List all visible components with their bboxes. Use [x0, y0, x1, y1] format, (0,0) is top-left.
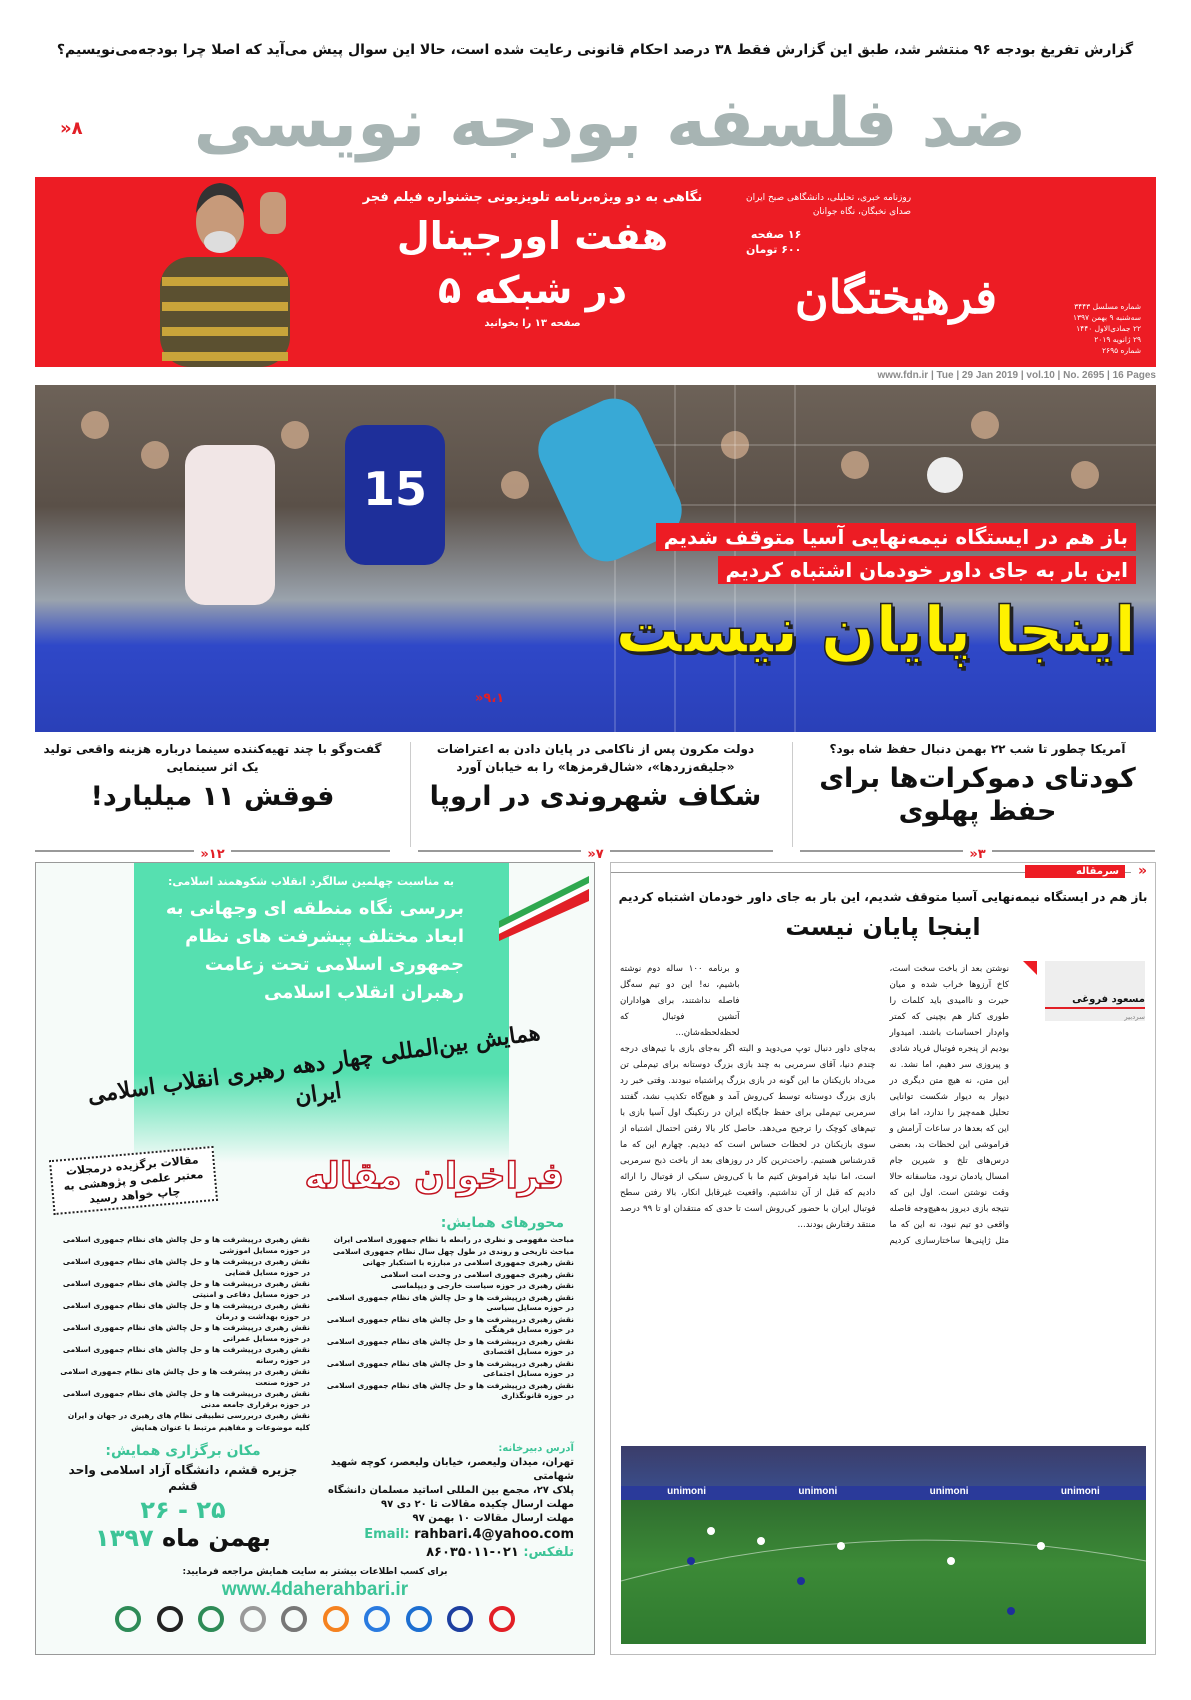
teaser-subtitle: گفت‌وگو با چند تهیه‌کننده سینما درباره هزینه واقعی تولید یک اثر سینمایی: [43, 742, 382, 774]
sponsor-logo-icon: [240, 1606, 266, 1632]
price: ۶۰۰ تومان: [746, 243, 802, 256]
logo-name: فرهیختگان: [794, 270, 998, 324]
axes-list: [56, 1235, 574, 1434]
ad-intro: به مناسبت چهلمین سالگرد انقلاب شکوهمند اسلامی:: [167, 875, 454, 888]
email-label: Email:: [364, 1527, 410, 1542]
desc-line: روزنامه خبری، تحلیلی، دانشگاهی صبح ایران: [746, 193, 912, 203]
axis-item: نقش رهبری درپیشرفت ها و حل چالش های نظام جمهوری اسلامی در حوزه مسایل عمرانی: [62, 1323, 310, 1343]
address-title: آدرس دبیرخانه:: [498, 1443, 574, 1454]
sponsor-logo-icon: [323, 1606, 349, 1632]
year: ۱۳۹۷: [95, 1524, 154, 1552]
top-kicker: گزارش تفریغ بودجه ۹۶ منتشر شد، طبق این گزارش فقط ۳۸ درصد احکام قانونی رعایت شده است، حالا این سوال پیش می‌آید که اصلا چرا بودجه‌می‌نویسیم؟: [56, 42, 1134, 58]
address-line: تهران، میدان ولیعصر، خیابان ولیعصر، کوچه شهید شهامتی: [330, 1457, 574, 1482]
author-role: سردبیر: [1124, 1013, 1145, 1021]
editorial: [610, 862, 1156, 1655]
sponsor-logo-icon: [447, 1606, 473, 1632]
axis-item: کلیه موضوعات و مفاهیم مرتبط با عنوان همایش: [131, 1422, 310, 1432]
sponsor-logo-icon: [489, 1606, 515, 1632]
axis-item: نقش رهبری درپیشرفت ها و حل چالش های نظام جمهوری اسلامی در حوزه رسانه: [62, 1345, 310, 1365]
teaser-2[interactable]: [418, 740, 773, 862]
meta-line: سه‌شنبه ۹ بهمن ۱۳۹۷: [1072, 313, 1141, 322]
axis-item: نقش رهبری جمهوری اسلامی در وحدت امت اسلامی: [380, 1269, 574, 1279]
meta-line: شماره مسلسل ۳۴۴۳: [1074, 302, 1141, 311]
masthead-banner: [35, 177, 1156, 367]
teaser-subtitle: دولت مکرون پس از ناکامی در پایان دادن به اعتراضات «جلیقه‌زردها»، «شال‌قرمزها» را به خیابان آورد: [436, 742, 755, 774]
main-headline[interactable]: ضد فلسفه بودجه نویسی: [193, 84, 1027, 163]
axis-item: نقش رهبری درپیشرفت ها و حل چالش های نظام جمهوری اسلامی در حوزه مسایل دفاعی و امنیتی: [62, 1279, 310, 1299]
deadline-paper: مهلت ارسال مقالات ۱۰ بهمن ۹۷: [412, 1513, 574, 1524]
sponsor-logos: [115, 1606, 515, 1632]
ad-theme: بررسی نگاه منطقه ای وجهانی به ابعاد مختلف پیشرفت های نظام جمهوری اسلامی تحت زعامت رهبران انقلاب اسلامی: [165, 898, 464, 1003]
divider: [792, 742, 793, 847]
tel-label: تلفکس:: [523, 1545, 574, 1560]
sponsor-logo-icon: [198, 1606, 224, 1632]
sponsor-logo-icon: [406, 1606, 432, 1632]
man-photo: [140, 177, 310, 367]
ad-lower: [56, 1442, 574, 1562]
paragraph: نوشتن بعد از باخت سخت است، کاخ آرزوها خراب شده و میان حیرت و ناامیدی باید کلمات را طوری کنار هم بچینی که کمتر وام‌دار احساسات باشند. امیدوار بودیم از پنجره فوتبال فریاد شادی و پیروزی سر دهیم، اما نشد. نه این متن، نه هیچ متن دیگری در دیوار به دیوار شکست توانایی تحلیل همه‌چیز را ندارد، اما برای این که بعدها در ساعات آرامش و فراموشی این لحظات بد، بعضی درس‌های تلخ و شیرین جام امسال یادمان نرود، متاسفانه حالا وقت نوشتن است. اول این که نتیجه بازی دیروز به‌هیچ‌وجه فاصله واقعی دو تیم نبود، نه این که ما مثل ژاپنی‌ها ساختارسازی کردیم و برنامه ۱۰۰ ساله دوم نوشته باشیم، نه! این دو تیم سه‌گل فاصله نداشتند، برای هواداران آتشین فوتبال که لحظه‌لحظه‌شان...: [620, 964, 1009, 1246]
desc-line: صدای نخبگان، نگاه جوانان: [812, 207, 912, 217]
axis-item: نقش رهبری درپیشرفت ها و حل چالش های نظام جمهوری اسلامی در حوزه مسایل اموزشی: [62, 1235, 310, 1255]
axis-item: نقش رهبری درپیشرفت ها و حل چالش های نظام جمهوری اسلامی در حوزه مسایل فرهنگی: [326, 1314, 574, 1334]
sponsor-logo-icon: [364, 1606, 390, 1632]
axis-item: نقش رهبری درپیشرفت ها و حل چالش های نظام جمهوری اسلامی در حوزه مسایل سیاسی: [326, 1292, 574, 1312]
section-label: سرمقاله: [1025, 865, 1125, 878]
red-triangle-icon: [1023, 961, 1037, 975]
venue-block: [56, 1442, 310, 1562]
more-info: برای کسب اطلاعات بیشتر به سایت همایش مراجعه فرمایید:: [182, 1567, 448, 1577]
ad-board-text: unimoni: [798, 1486, 838, 1497]
axis-item: نقش رهبری درپیشرفت ها و حل چالش های نظام جمهوری اسلامی در حوزه بهداشت و درمان: [62, 1301, 310, 1321]
axes-title: محورهای همایش:: [440, 1215, 564, 1231]
sponsor-logo-icon: [115, 1606, 141, 1632]
email[interactable]: rahbari.4@yahoo.com: [414, 1527, 574, 1542]
month: بهمن ماه: [162, 1524, 271, 1552]
teaser-1[interactable]: [800, 740, 1155, 862]
teaser-page-ref[interactable]: ۷«: [581, 847, 609, 862]
axis-item: نقش رهبری درپیشرفت ها و حل چالش های نظام جمهوری اسلامی در حوزه مسایل اجتماعی: [326, 1358, 574, 1378]
teaser-headline: فوقش ۱۱ میلیارد!: [90, 781, 335, 812]
axis-item: نقش رهبری درپیشرفت ها و حل چالش های نظام جمهوری اسلامی در حوزه قانونگذاری: [326, 1380, 574, 1400]
teaser-headline: کودتای دموکرات‌ها برای حفظ پهلوی: [819, 763, 1136, 827]
editorial-body: [620, 961, 1145, 1441]
web-dateline: www.fdn.ir | Tue | 29 Jan 2019 | vol.10 | No. 2695 | 16 Pages: [877, 370, 1156, 381]
telfax: ۰۲۱-۸۶۰۳۵۰۱۱: [426, 1545, 519, 1560]
ad-board-text: unimoni: [929, 1486, 969, 1497]
logo-description: [746, 191, 911, 219]
axes-left-column: [56, 1235, 310, 1434]
teaser-page-ref[interactable]: ۱۲«: [194, 847, 230, 862]
axis-item: نقش رهبری جمهوری اسلامی در مبارزه با استکبار جهانی: [362, 1258, 574, 1267]
editorial-kicker: باز هم در ایستگاه نیمه‌نهایی آسیا متوقف شدیم، این بار به جای داور خودمان اشتباه کردیم: [618, 890, 1148, 904]
lead-photo[interactable]: [35, 385, 1156, 732]
deadline-abstract: مهلت ارسال چکیده مقالات تا ۲۰ دی ۹۷: [381, 1499, 574, 1510]
dates: [56, 1496, 310, 1552]
conference-url[interactable]: www.4daherahbari.ir: [221, 1579, 409, 1600]
call-for-papers: فراخوان مقاله: [304, 1156, 564, 1197]
editorial-title[interactable]: اینجا پایان نیست: [785, 913, 981, 941]
ad-board-text: unimoni: [667, 1486, 707, 1497]
axis-item: نقش رهبری درپیشرفت ها و حل چالش های نظام جمهوری اسلامی در حوزه برقراری جامعه مدنی: [62, 1389, 310, 1409]
promo-headline-2: در شبکه ۵: [437, 268, 628, 312]
sponsor-logo-icon: [281, 1606, 307, 1632]
lead-caption-2: این بار به جای داور خودمان اشتباه کردیم: [718, 556, 1136, 584]
paragraph: به‌جای داور دنبال توپ می‌دوید و البته اگر به‌جای بازی با تیم‌های درجه چندم دنیا، آقای سرمربی به چند بازی بزرگ دوستانه برای تیم‌ملی تن می‌داد بازیکنان ما این گونه در بازی بزرگ پراشتباه نبودند. وقتی خبر رد بازی بزرگ دوستانه توسط کی‌روش آمد و هیچ‌گاه تکذیب نشد، گفتند سرمربی تیم‌ملی برای حفظ جایگاه ایران در رنکینگ اول آسیا بازی با تیم‌های کوچک را ترجیح می‌دهد. حاصل کار بالا رفتن احتمال اشتباه از سوی بازیکنان در لحظات حساس است که دیدیم. چهارم این که ما قدرشناس هستیم. راحت‌ترین کار در روزهای بعد از باخت ذبح سرمربی است، اما نباید فراموش کنیم ما با کی‌روش سبکی از فوتبال را ارائه دادیم که قبل از آن نداشتیم. واقعیت غیرقابل انکار، بالا رفتن سطح فوتبال ایران با حضور کی‌روش است تا حدی که منتقدان او تا ۹۹ درصد منتقد رفتارش بودند...: [620, 1044, 876, 1230]
meta-line: ۲۹ ژانویه ۲۰۱۹: [1094, 335, 1141, 344]
author-name: مسعود فروغی: [1045, 994, 1145, 1009]
jersey-number: 15: [362, 462, 428, 516]
divider: [410, 742, 411, 847]
lead-page-reference[interactable]: ۹،۱«: [475, 691, 505, 706]
axis-item: نقش رهبری دربررسی تطبیقی نظام های رهبری در جهان و ایران: [67, 1411, 310, 1420]
date-range: ۲۵ - ۲۶: [140, 1496, 226, 1524]
address-line: پلاک ۲۷، مجمع بین المللی اساتید مسلمان دانشگاه: [328, 1485, 574, 1496]
teaser-3[interactable]: [35, 740, 390, 862]
axis-item: نقش رهبری درپیشرفت ها و حل چالش های نظام جمهوری اسلامی در حوزه مسایل اقتصادی: [326, 1336, 574, 1356]
axis-item: نقش رهبری در حوزه سیاست خارجی و دیپلماسی: [391, 1281, 574, 1290]
newspaper-logo: [746, 177, 1146, 367]
meta-line: شماره ۲۶۹۵: [1102, 346, 1141, 355]
sponsor-logo-icon: [157, 1606, 183, 1632]
venue: جزیره قشم، دانشگاه آزاد اسلامی واحد قشم: [68, 1463, 298, 1493]
axis-item: نقش رهبری درپیشرفت ها و حل چالش های نظام جمهوری اسلامی در حوزه مسایل قضایی: [62, 1257, 310, 1277]
meta-line: ۲۲ جمادی‌الاول ۱۴۴۰: [1076, 324, 1141, 333]
pitch-players: [621, 1501, 1146, 1644]
promo-page: صفحه ۱۳ را بخوانید: [484, 318, 581, 329]
promo-headline-1: هفت اورجینال: [396, 214, 669, 258]
teaser-subtitle: آمریکا چطور تا شب ۲۲ بهمن دنبال حفظ شاه بود؟: [829, 742, 1126, 756]
axis-item: مباحث مفهومی و نظری در رابطه با نظام جمهوری اسلامی ایران: [333, 1235, 574, 1244]
ad-details: [36, 1213, 594, 1638]
page-reference[interactable]: ۸«: [60, 118, 83, 139]
chevron-icon: «: [1137, 863, 1147, 879]
iran-flag-icon: [494, 871, 594, 941]
issue-meta: [1049, 301, 1141, 356]
ad-calligraphy-title: همایش بین‌المللی چهار دهه رهبری انقلاب اسلامی ایران: [86, 1019, 542, 1110]
match-photo[interactable]: [621, 1446, 1146, 1644]
contact-block: [320, 1442, 574, 1562]
promo-box[interactable]: [330, 189, 735, 331]
lead-caption-1: باز هم در ایستگاه نیمه‌نهایی آسیا متوقف شدیم: [656, 523, 1136, 551]
ad-board-text: unimoni: [1060, 1486, 1100, 1497]
author-box: [1045, 961, 1145, 1021]
axes-right-column: [320, 1235, 574, 1434]
conference-advertisement[interactable]: [35, 862, 595, 1655]
venue-title: مکان برگزاری همایش:: [105, 1443, 261, 1459]
axis-item: مباحث تاریخی و روندی در طول چهل سال نظام جمهوری اسلامی: [332, 1246, 574, 1256]
ad-note: مقالات برگزیده درمجلات معتبر علمی و پژوهشی به چاپ خواهد رسید: [49, 1146, 218, 1215]
promo-subtitle: نگاهی به دو ویژه‌برنامه تلویزیونی جشنواره فیلم فجر: [362, 190, 703, 205]
teaser-page-ref[interactable]: ۳«: [963, 847, 991, 862]
teaser-headline: شکاف شهروندی در اروپا: [429, 781, 762, 812]
lead-headline[interactable]: اینجا پایان نیست: [615, 594, 1136, 668]
axis-item: نقش رهبری در پیشرفت ها و حل چالش های نظام جمهوری اسلامی در حوزه صنعت: [60, 1367, 310, 1387]
price-box: [746, 227, 801, 257]
page-count: ۱۶ صفحه: [750, 228, 802, 241]
